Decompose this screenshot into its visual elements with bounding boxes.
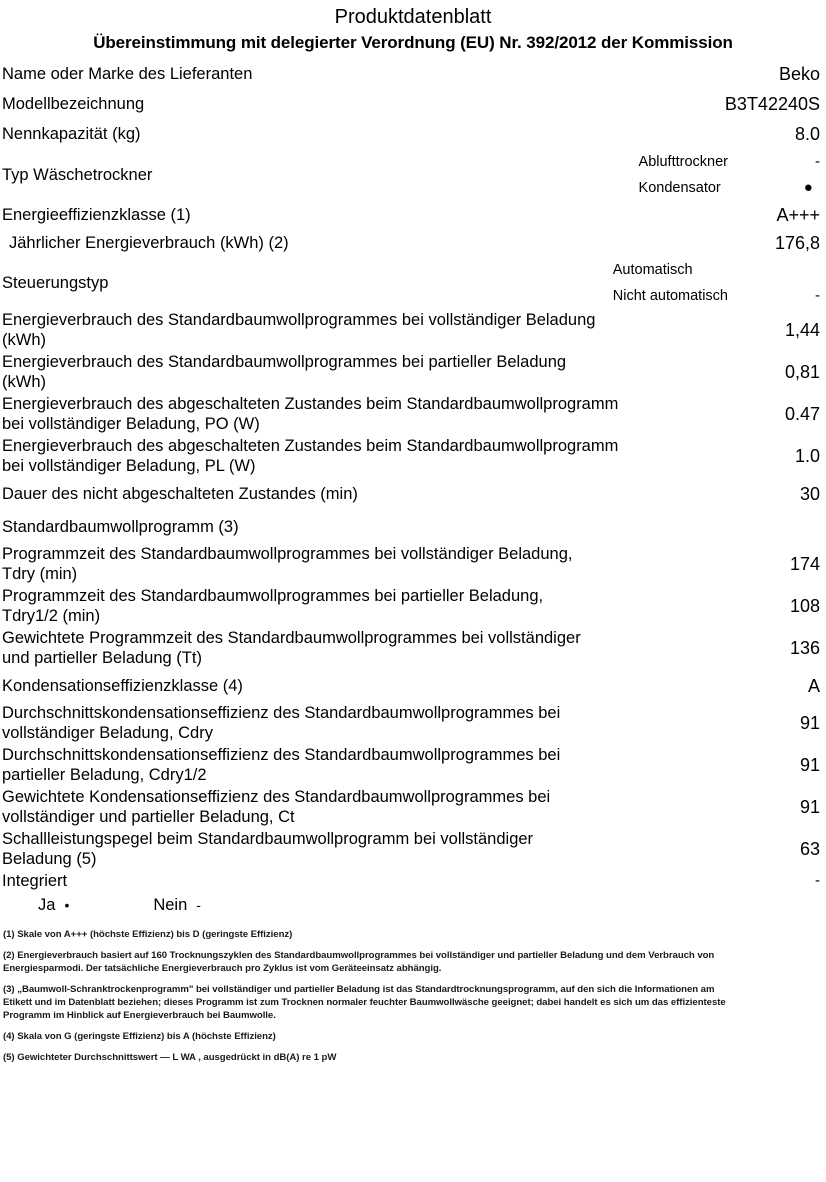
integrated-option-no: [153, 896, 201, 915]
option-marker: -: [196, 897, 201, 913]
table-row-model: [0, 89, 826, 119]
row-label: Kondensationseffizienzklasse (4): [2, 676, 243, 695]
option-label: Ja: [38, 895, 56, 914]
table-row-integrated: [0, 870, 826, 892]
page-title: Produktdatenblatt: [334, 6, 492, 28]
row-label: [2, 544, 728, 584]
footnote-2: (2) Energieverbrauch basiert auf 160 Trocknungszyklen des Standardbaumwollprogrammes bei vollständiger und partieller Beladung und dem Verbrauch von Energiesparmodi. Der tatsächliche Energieverbrauch pro Zyklus ist vom Geräteeinsatz abhängig.: [3, 950, 715, 974]
row-label: Nennkapazität (kg): [2, 125, 141, 143]
row-value: 0,81: [784, 362, 820, 382]
dryer-type-option-condenser: [639, 175, 820, 201]
row-label: [2, 628, 728, 668]
table-row-energy-partial-load: [0, 351, 826, 393]
row-label: [2, 703, 728, 743]
table-row-standard-program-header: [0, 510, 826, 543]
row-label-line1: Programmzeit des Standardbaumwollprogrammes bei partieller Beladung,: [2, 587, 544, 605]
row-label-line2: partieller Beladung, Cdry1/2: [2, 766, 207, 784]
option-label: Automatisch: [612, 261, 693, 278]
row-value: 174: [789, 554, 820, 574]
control-type-option-automatic: [613, 257, 820, 283]
table-row-capacity: [0, 119, 826, 149]
row-label-line1: Energieverbrauch des abgeschalteten Zustandes beim Standardbaumwollprogramm: [2, 395, 619, 413]
row-label: [2, 310, 728, 350]
option-label: Nein: [153, 895, 188, 914]
option-label: Kondensator: [638, 179, 721, 196]
row-label-line2: (kWh): [2, 373, 46, 391]
row-label-line1: Energieverbrauch des Standardbaumwollprogrammes bei partieller Beladung: [2, 353, 567, 371]
row-label: Energieeffizienzklasse (1): [2, 206, 191, 224]
option-marker: -: [815, 287, 820, 304]
footnote-1: (1) Skale von A+++ (höchste Effizienz) bis D (geringste Effizienz): [3, 929, 293, 940]
row-value: -: [815, 872, 820, 889]
table-row-supplier: [0, 59, 826, 89]
row-value: 30: [799, 483, 820, 504]
footnote-5: (5) Gewichteter Durchschnittswert — L WA , ausgedrückt in dB(A) re 1 pW: [3, 1052, 337, 1063]
row-label: [2, 352, 728, 392]
integrated-option-yes: [38, 896, 69, 915]
row-value: 63: [799, 839, 820, 859]
row-value: 176,8: [774, 233, 820, 253]
table-row-energy-full-load: [0, 309, 826, 351]
table-row-condensation-class: [0, 669, 826, 702]
table-row-off-mode-pl: [0, 435, 826, 477]
control-type-option-non-automatic: [613, 283, 820, 309]
row-value: 1,44: [784, 320, 820, 340]
row-value: 136: [789, 638, 820, 658]
table-row-left-on-duration: [0, 477, 826, 510]
row-label-line1: Durchschnittskondensationseffizienz des Standardbaumwollprogrammes bei: [2, 746, 561, 764]
option-marker: -: [815, 153, 820, 170]
table-row-dryer-type: [0, 149, 826, 201]
row-label: Name oder Marke des Lieferanten: [2, 65, 253, 83]
row-label: Standardbaumwollprogramm (3): [2, 517, 239, 536]
table-row-energy-class: [0, 201, 826, 229]
table-row-time-partial-load: [0, 585, 826, 627]
row-label-line1: Programmzeit des Standardbaumwollprogrammes bei vollständiger Beladung,: [2, 545, 573, 563]
row-value: 91: [799, 713, 820, 733]
table-row-cdry: [0, 702, 826, 744]
table-row-annual-energy: [0, 229, 826, 257]
row-value: 91: [799, 755, 820, 775]
table-row-time-full-load: [0, 543, 826, 585]
row-value: A: [807, 675, 820, 696]
row-label-line2: Tdry (min): [2, 565, 78, 583]
row-label-line1: Schallleistungspegel beim Standardbaumwollprogramm bei vollständiger: [2, 830, 534, 848]
row-value: 0.47: [784, 404, 820, 424]
table-row-off-mode-po: [0, 393, 826, 435]
row-label: Jährlicher Energieverbrauch (kWh) (2): [9, 234, 289, 252]
option-marker: •: [64, 897, 70, 913]
row-label: [2, 745, 728, 785]
row-label: [2, 829, 728, 869]
row-label-line2: bei vollständiger Beladung, PL (W): [2, 457, 256, 475]
table-row-time-weighted: [0, 627, 826, 669]
dryer-type-option-air: [639, 149, 820, 175]
table-row-cdry-half: [0, 744, 826, 786]
footnotes: [0, 918, 745, 1064]
row-label: Typ Wäschetrockner: [2, 166, 153, 184]
row-label-line1: Energieverbrauch des abgeschalteten Zustandes beim Standardbaumwollprogramm: [2, 437, 619, 455]
integrated-options: [0, 892, 826, 918]
row-value: B3T42240S: [724, 94, 820, 114]
row-value: 1.0: [794, 446, 820, 466]
row-label: Integriert: [2, 872, 68, 890]
row-label-line2: (kWh): [2, 331, 46, 349]
row-label-line1: Durchschnittskondensationseffizienz des Standardbaumwollprogrammes bei: [2, 704, 561, 722]
row-value: A+++: [776, 205, 820, 225]
row-label-line2: bei vollständiger Beladung, PO (W): [2, 415, 260, 433]
row-label-line1: Gewichtete Kondensationseffizienz des Standardbaumwollprogrammes bei: [2, 788, 551, 806]
footnote-4: (4) Skala von G (geringste Effizienz) bis A (höchste Effizienz): [3, 1031, 276, 1042]
row-value: 8.0: [794, 124, 820, 144]
row-label: [2, 436, 728, 476]
row-label-line2: Beladung (5): [2, 850, 97, 868]
row-label-line2: vollständiger und partieller Beladung, Ct: [2, 808, 295, 826]
row-label-line1: Gewichtete Programmzeit des Standardbaumwollprogrammes bei vollständiger: [2, 629, 581, 647]
row-value: Beko: [778, 64, 820, 84]
row-value: 91: [799, 797, 820, 817]
option-label: Nicht automatisch: [612, 287, 728, 304]
row-label: Dauer des nicht abgeschalteten Zustandes (min): [2, 484, 358, 503]
option-marker: ●: [803, 179, 813, 196]
row-label-line1: Energieverbrauch des Standardbaumwollprogrammes bei vollständiger Beladung: [2, 311, 596, 329]
control-type-options: [613, 257, 820, 309]
option-label: Ablufttrockner: [638, 153, 728, 170]
row-value: 108: [789, 596, 820, 616]
row-label: Modellbezeichnung: [2, 95, 145, 113]
row-label: Steuerungstyp: [2, 274, 109, 292]
page-subtitle: Übereinstimmung mit delegierter Verordnung (EU) Nr. 392/2012 der Kommission: [93, 33, 733, 52]
footnote-3: (3) „Baumwoll-Schranktrockenprogramm" bei vollständiger und partieller Beladung ist das Standardtrocknungsprogramm, auf den sich die Informationen am Etikett und im Datenblatt beziehen; dieses Programm ist zum Trocknen normaler feuchter Baumwollwäsche geeignet; dabei handelt es sich um das effizienteste Programm im Hinblick auf Energieverbrauch bei Baumwolle.: [3, 984, 726, 1021]
dryer-type-options: [639, 149, 820, 201]
row-label: [2, 586, 728, 626]
table-row-control-type: [0, 257, 826, 309]
table-row-noise: [0, 828, 826, 870]
row-label-line2: vollständiger Beladung, Cdry: [2, 724, 213, 742]
datasheet-rows: [0, 55, 826, 918]
row-label-line2: und partieller Beladung (Tt): [2, 649, 202, 667]
row-label: [2, 394, 728, 434]
table-row-ct: [0, 786, 826, 828]
row-label: [2, 787, 728, 827]
row-label-line2: Tdry1/2 (min): [2, 607, 101, 625]
